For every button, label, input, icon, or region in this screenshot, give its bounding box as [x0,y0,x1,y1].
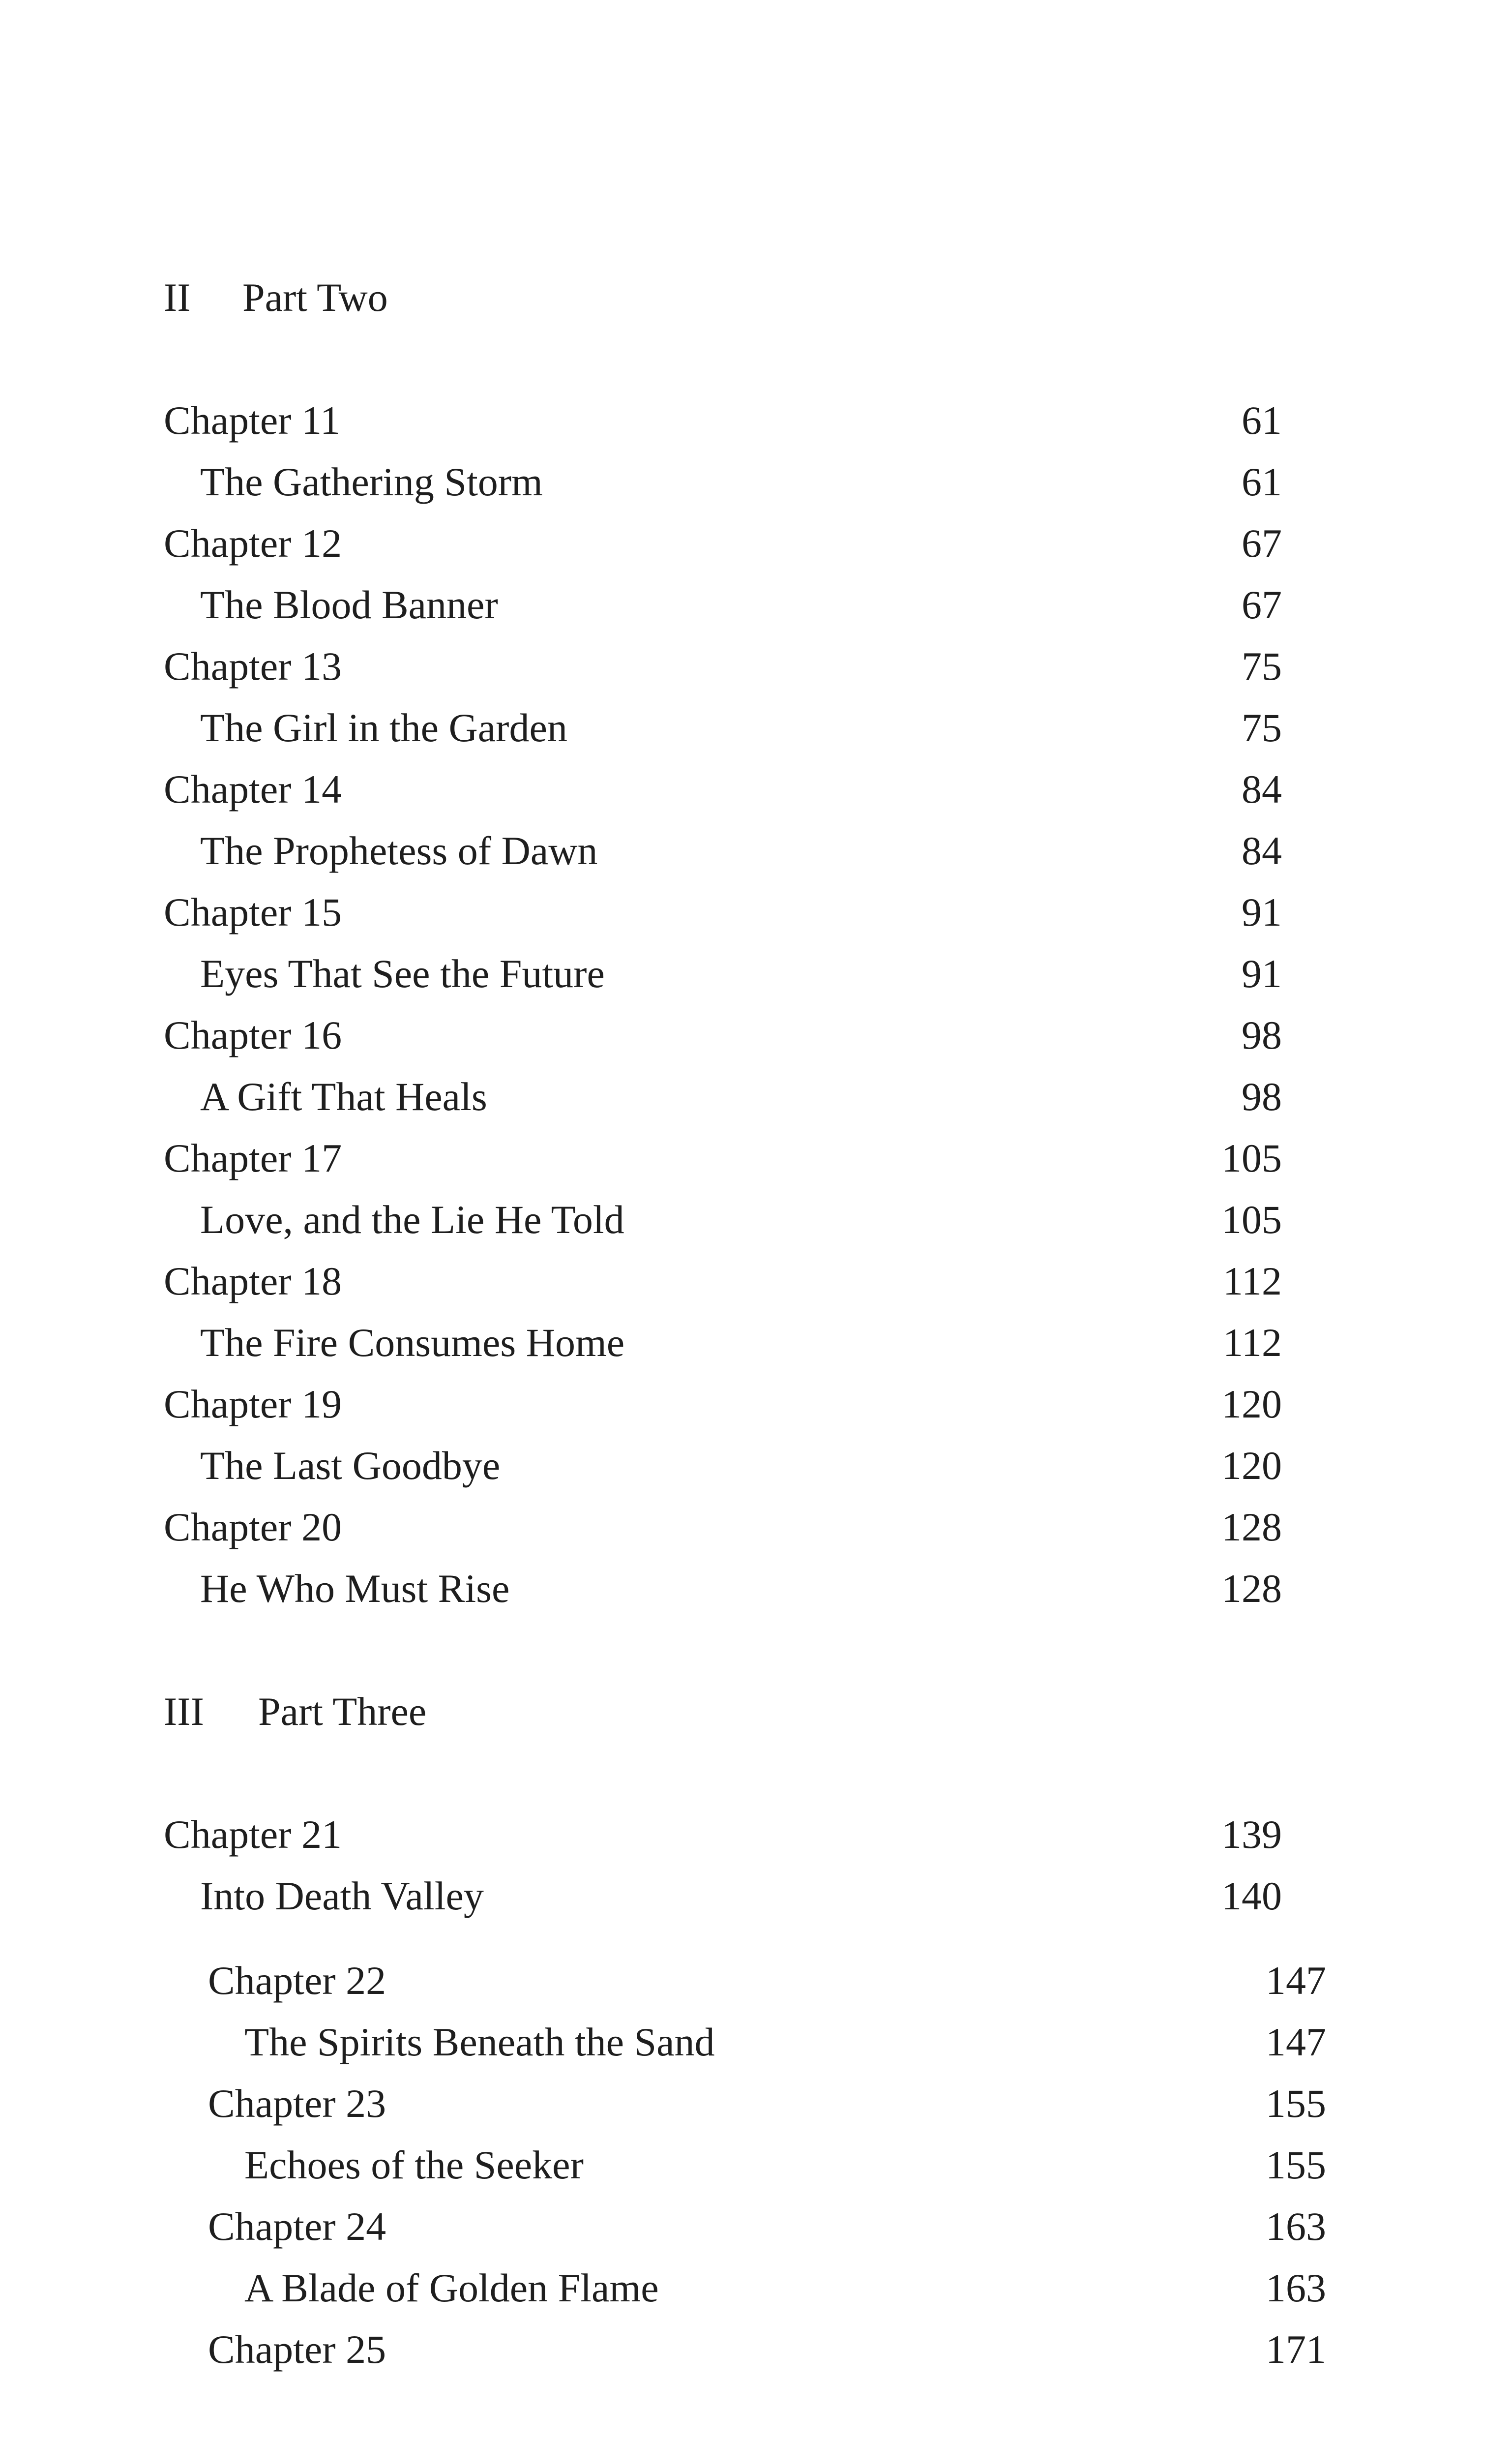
chapter-title: Chapter 24 [208,2204,386,2249]
chapter-subtitle: The Blood Banner [200,582,498,627]
subtitle-page-number: 128 [1221,1566,1282,1611]
chapter-title: Chapter 19 [164,1382,342,1426]
chapter-subtitle: A Blade of Golden Flame [244,2265,659,2310]
subtitle-page-number: 120 [1221,1443,1282,1488]
chapter-page-number: 155 [1266,2081,1326,2126]
chapter-title: Chapter 25 [208,2327,386,2372]
part-title: Part Three [258,1689,427,1734]
chapter-page-number: 139 [1221,1812,1282,1857]
chapter-title: Chapter 13 [164,644,342,689]
chapter-subtitle: The Fire Consumes Home [200,1320,625,1365]
chapter-subtitle: The Last Goodbye [200,1443,501,1488]
part-title: Part Two [242,275,388,320]
chapter-title: Chapter 14 [164,767,342,812]
subtitle-page-number: 98 [1242,1074,1282,1119]
chapter-subtitle: He Who Must Rise [200,1566,510,1611]
chapter-title: Chapter 17 [164,1136,342,1180]
subtitle-page-number: 147 [1266,2020,1326,2064]
chapter-page-number: 147 [1266,1958,1326,2003]
chapter-title: Chapter 15 [164,890,342,935]
chapter-subtitle: The Prophetess of Dawn [200,828,598,873]
chapter-subtitle: Love, and the Lie He Told [200,1197,624,1242]
chapter-subtitle: The Girl in the Garden [200,705,567,750]
chapter-page-number: 61 [1242,398,1282,443]
chapter-page-number: 84 [1242,767,1282,812]
chapter-page-number: 171 [1266,2327,1326,2372]
chapter-subtitle: A Gift That Heals [200,1074,487,1119]
subtitle-page-number: 155 [1266,2142,1326,2187]
subtitle-page-number: 112 [1223,1320,1282,1365]
chapter-page-number: 75 [1242,644,1282,689]
chapter-page-number: 163 [1266,2204,1326,2249]
chapter-title: Chapter 12 [164,521,342,566]
chapter-page-number: 105 [1221,1136,1282,1180]
chapter-page-number: 91 [1242,890,1282,935]
chapter-subtitle: The Spirits Beneath the Sand [244,2020,715,2064]
chapter-page-number: 112 [1223,1259,1282,1303]
chapter-page-number: 98 [1242,1013,1282,1057]
chapter-page-number: 120 [1221,1382,1282,1426]
subtitle-page-number: 163 [1266,2265,1326,2310]
chapter-title: Chapter 23 [208,2081,386,2126]
chapter-title: Chapter 22 [208,1958,386,2003]
subtitle-page-number: 91 [1242,951,1282,996]
chapter-title: Chapter 21 [164,1812,342,1857]
chapter-page-number: 67 [1242,521,1282,566]
part-numeral: III [164,1689,204,1734]
chapter-subtitle: Eyes That See the Future [200,951,605,996]
chapter-page-number: 128 [1221,1505,1282,1549]
subtitle-page-number: 105 [1221,1197,1282,1242]
chapter-title: Chapter 20 [164,1505,342,1549]
chapter-subtitle: The Gathering Storm [200,459,543,504]
chapter-title: Chapter 16 [164,1013,342,1057]
chapter-subtitle: Into Death Valley [200,1873,484,1918]
subtitle-page-number: 61 [1242,459,1282,504]
chapter-subtitle: Echoes of the Seeker [244,2142,584,2187]
subtitle-page-number: 75 [1242,705,1282,750]
chapter-title: Chapter 11 [164,398,341,443]
subtitle-page-number: 67 [1242,582,1282,627]
subtitle-page-number: 84 [1242,828,1282,873]
subtitle-page-number: 140 [1221,1873,1282,1918]
part-numeral: II [164,275,191,320]
chapter-title: Chapter 18 [164,1259,342,1303]
